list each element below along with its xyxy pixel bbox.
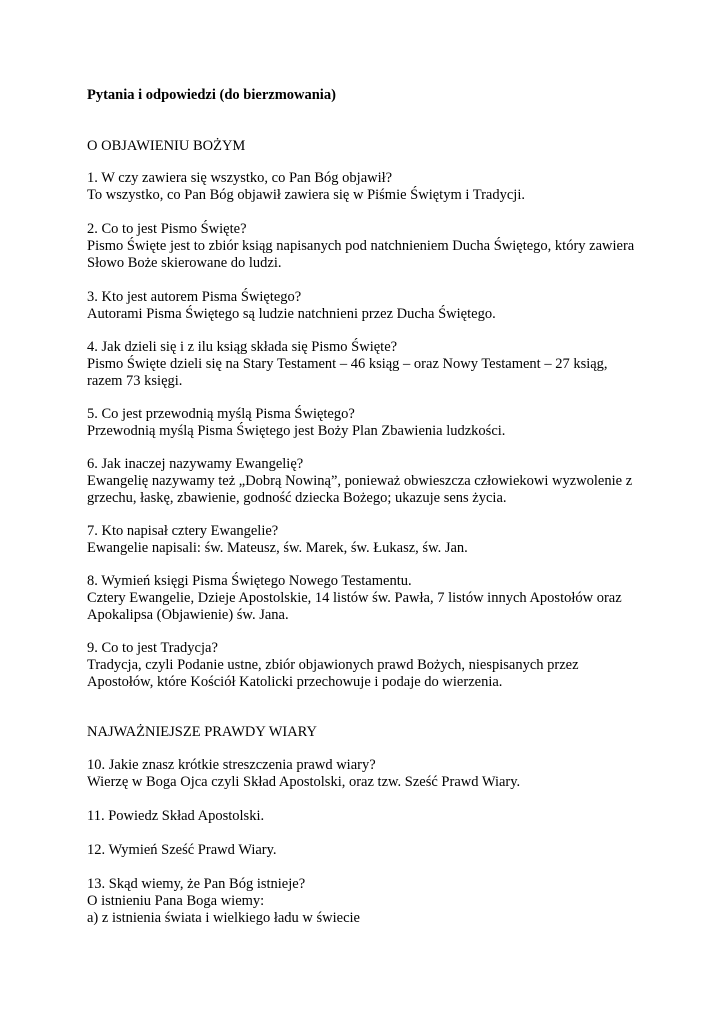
question: 12. Wymień Sześć Prawd Wiary. [87,842,277,858]
answer-line: Tradycja, czyli Podanie ustne, zbiór objawionych prawd Bożych, niespisanych przez [87,657,579,674]
qa-item-5 [87,406,647,440]
qa-item-11 [87,808,647,825]
section-heading-prawdy-wiary: NAJWAŻNIEJSZE PRAWDY WIARY [87,724,318,740]
answer-line: grzechu, łaskę, zbawienie, godność dziecka Bożego; ukazuje sens życia. [87,490,507,507]
question: 9. Co to jest Tradycja? [87,640,218,656]
qa-item-12 [87,842,647,859]
question: 1. W czy zawiera się wszystko, co Pan Bóg objawił? [87,170,393,186]
answer-line: Pismo Święte jest to zbiór ksiąg napisanych pod natchnieniem Ducha Świętego, który zawiera [87,238,635,255]
question: 10. Jakie znasz krótkie streszczenia prawd wiary? [87,757,376,773]
qa-item-8 [87,573,647,625]
qa-item-6 [87,456,647,508]
document-title: Pytania i odpowiedzi (do bierzmowania) [87,87,336,103]
answer-line: Apokalipsa (Objawienie) św. Jana. [87,607,289,624]
answer-line: Przewodnią myślą Pisma Świętego jest Boży Plan Zbawienia ludzkości. [87,423,506,440]
question: 11. Powiedz Skład Apostolski. [87,808,265,824]
answer-line: O istnieniu Pana Boga wiemy: [87,893,265,910]
qa-item-13 [87,876,647,928]
answer-line: Ewangelię nazywamy też „Dobrą Nowiną”, ponieważ obwieszcza człowiekowi wyzwolenie z [87,473,633,490]
question: 2. Co to jest Pismo Święte? [87,221,247,237]
section-heading-objawienie: O OBJAWIENIU BOŻYM [87,138,246,154]
qa-item-9 [87,640,647,692]
qa-item-3 [87,289,647,323]
question: 13. Skąd wiemy, że Pan Bóg istnieje? [87,876,306,892]
answer-line: razem 73 księgi. [87,373,183,390]
answer-line: Słowo Boże skierowane do ludzi. [87,255,282,272]
answer-line: Wierzę w Boga Ojca czyli Skład Apostolski, oraz tzw. Sześć Prawd Wiary. [87,774,521,791]
answer-line: Pismo Święte dzieli się na Stary Testament – 46 ksiąg – oraz Nowy Testament – 27 ksiąg, [87,356,608,373]
question: 6. Jak inaczej nazywamy Ewangelię? [87,456,304,472]
answer-line: Cztery Ewangelie, Dzieje Apostolskie, 14 listów św. Pawła, 7 listów innych Apostołów oraz [87,590,622,607]
qa-item-4 [87,339,647,391]
question: 4. Jak dzieli się i z ilu ksiąg składa się Pismo Święte? [87,339,398,355]
qa-item-1 [87,170,647,204]
answer-line: Autorami Pisma Świętego są ludzie natchnieni przez Ducha Świętego. [87,306,496,323]
answer-line: To wszystko, co Pan Bóg objawił zawiera się w Piśmie Świętym i Tradycji. [87,187,525,204]
qa-item-10 [87,757,647,791]
question: 3. Kto jest autorem Pisma Świętego? [87,289,302,305]
question: 5. Co jest przewodnią myślą Pisma Świętego? [87,406,355,422]
question: 7. Kto napisał cztery Ewangelie? [87,523,279,539]
answer-line: Ewangelie napisali: św. Mateusz, św. Marek, św. Łukasz, św. Jan. [87,540,468,557]
answer-line: Apostołów, które Kościół Katolicki przechowuje i podaje do wierzenia. [87,674,503,691]
qa-item-7 [87,523,647,557]
answer-line: a) z istnienia świata i wielkiego ładu w świecie [87,910,360,927]
question: 8. Wymień księgi Pisma Świętego Nowego Testamentu. [87,573,412,589]
qa-item-2 [87,221,647,273]
